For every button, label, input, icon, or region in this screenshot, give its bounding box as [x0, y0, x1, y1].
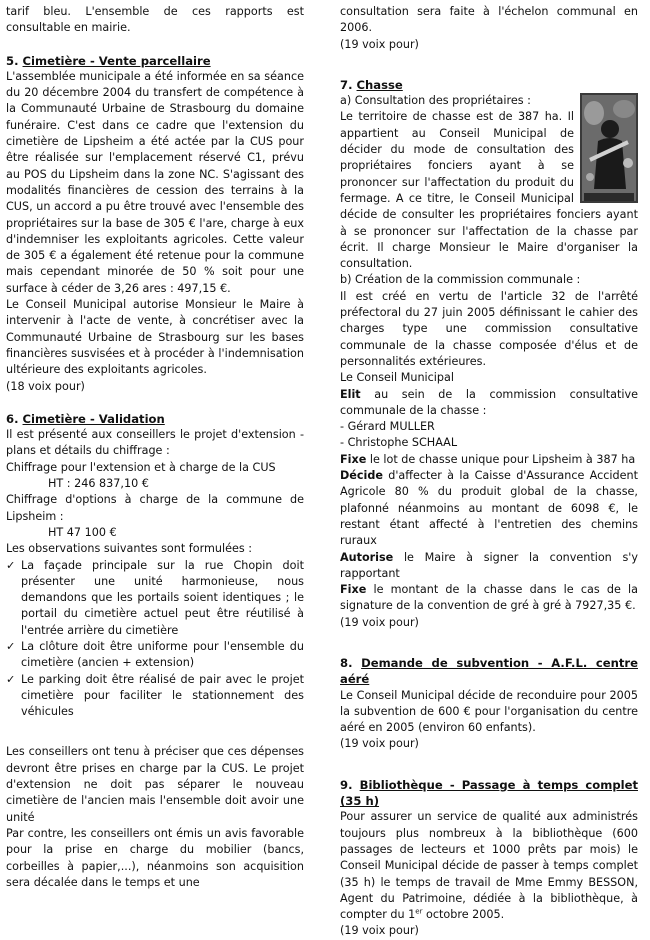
member-name: - Christophe SCHAAL [340, 436, 458, 450]
paragraph: Par contre, les conseillers ont émis un avis favorable pour la prise en charge du mobilier (bancs, corbeilles à papier,...), néanmoins son acquisition sera décalée dans le temps et une [6, 826, 304, 889]
subsection-b: b) Création de la commission communale : [340, 273, 581, 287]
section-6-heading [6, 411, 304, 427]
left-column [6, 4, 304, 891]
observations-list [6, 558, 304, 721]
section-number: 8. [340, 655, 353, 670]
vote-count: (19 voix pour) [340, 615, 419, 629]
paragraph: Le Conseil Municipal autorise Monsieur le Maire à intervenir à l'acte de vente, à concrétiser avec la Communauté Urbaine de Strasbourg sur les bases financières susvisées et à procéder à l'indemnisation ultérieure des exploitants agricoles. [6, 298, 304, 377]
section-6-title: Cimetière - Validation [22, 411, 165, 426]
subsection-a: a) Consultation des propriétaires : [340, 94, 531, 108]
list-item: ✓ Le parking doit être réalisé de pair avec le projet cimetière pour faciliter le stationnement des véhicules [6, 672, 304, 719]
member-name: - Gérard MULLER [340, 420, 435, 434]
keyword: Fixe [340, 452, 367, 466]
section-7-heading [340, 77, 638, 93]
hunting-photo [580, 93, 638, 203]
section-9-heading [340, 777, 638, 810]
section-number: 6. [6, 411, 19, 426]
paragraph: Il est créé en vertu de l'article 32 de l'arrêté préfectoral du 27 juin 2005 définissant le cahier des charges type une commission consultative communale de la chasse composée d'élus et de personnalités extérieures. [340, 289, 638, 368]
section-number: 5. [6, 53, 19, 68]
vote-count: (18 voix pour) [6, 379, 85, 393]
section-8-title: Demande de subvention - A.F.L. centre aéré [340, 655, 638, 687]
list-item: ✓ La clôture doit être uniforme pour l'ensemble du cimetière (ancien + extension) [6, 639, 304, 670]
vote-count: (19 voix pour) [340, 37, 419, 51]
paragraph: L'assemblée municipale a été informée en sa séance du 20 décembre 2004 du transfert de compétence à la Communauté Urbaine de Strasbourg du domaine funéraire. C'est dans ce cadre que l'extension du cimetière de Lipsheim a été actée par la CUS pour être réalisée sur l'emplacement réservé C1, prévu au POS du Lipsheim dans la zone NC. S'agissant des modalités financières de cession des terrains à la CUS, un accord a pu être trouvé avec l'ensemble des propriétaires sur la base de 305 € l'are, charge à eux d'indemniser les exploitants agricoles. Cette valeur de 305 € a également été retenue pour la commune mais cependant minorée de 50 % soit pour une surface à céder de 3,26 ares : 497,15 €. [6, 69, 304, 295]
section-7-title: Chasse [356, 77, 403, 92]
section-5-heading [6, 53, 304, 69]
keyword: Autorise [340, 550, 394, 564]
paragraph: Elit au sein de la commission consultative communale de la chasse : [340, 387, 638, 417]
paragraph: Fixe le montant de la chasse dans le cas de la signature de la convention de gré à gré à 7927,35 €. [340, 583, 638, 613]
checkmark-icon: ✓ [6, 639, 16, 653]
keyword: Fixe [340, 583, 367, 597]
section-5-title: Cimetière - Vente parcellaire [22, 53, 211, 68]
paragraph: Les observations suivantes sont formulées : [6, 542, 253, 556]
paragraph: Autorise le Maire à signer la convention s'y rapportant [340, 550, 638, 580]
checkmark-icon: ✓ [6, 558, 16, 572]
section-9-title: Bibliothèque - Passage à temps complet (35 h) [340, 777, 638, 809]
chasse-block [340, 93, 638, 272]
paragraph: Le Conseil Municipal décide de reconduire pour 2005 la subvention de 600 € pour l'organisation du centre aéré en 2005 (environ 60 enfants). [340, 688, 638, 735]
continued-text: consultation sera faite à l'échelon communal en 2006. [340, 5, 638, 35]
superscript: er [415, 907, 423, 916]
paragraph: Fixe le lot de chasse unique pour Lipsheim à 387 ha [340, 452, 636, 466]
paragraph: Pour assurer un service de qualité aux administrés toujours plus nombreux à la bibliothèque (600 passages de lecteurs et 1000 prêts par mois) le Conseil Municipal décide de passer à temps complet (35 h) le temps de travail de Mme Emmy BESSON, Agent du Patrimoine, dédiée à la bibliothèque, à compter du 1er octobre 2005. [340, 810, 638, 922]
paragraph: Le territoire de chasse est de 387 ha. Il appartient au Conseil Municipal de décider du mode de consultation des propriétaires fonciers ayant à se prononcer sur l'affectation du produit du fermage. A ce titre, le Conseil Municipal décide de consulter les propriétaires fonciers ayant à se prononcer sur l'affectation de la chasse par écrit. Il charge Monsieur le Maire d'organiser la consultation. [340, 110, 638, 271]
council-label: Le Conseil Municipal [340, 371, 454, 385]
amount-ht: HT : 246 837,10 € [48, 477, 149, 491]
vote-count: (19 voix pour) [340, 737, 419, 751]
section-number: 9. [340, 777, 353, 792]
amount-ht: HT 47 100 € [48, 525, 117, 539]
checkmark-icon: ✓ [6, 672, 16, 686]
hunter-illustration-icon [580, 93, 638, 203]
vote-count: (19 voix pour) [340, 924, 419, 938]
paragraph: Il est présenté aux conseillers le projet d'extension - plans et détails du chiffrage : [6, 428, 304, 458]
section-8-heading [340, 655, 638, 688]
paragraph: Chiffrage pour l'extension et à charge de la CUS [6, 460, 276, 474]
right-column [340, 4, 638, 940]
paragraph: Les conseillers ont tenu à préciser que ces dépenses devront être prises en charge par la CUS. Le projet d'extension ne doit pas séparer le nouveau cimetière de l'ancien mais l'ensemble doit avoir une unité [6, 745, 304, 824]
intro-text: tarif bleu. L'ensemble de ces rapports est consultable en mairie. [6, 5, 304, 35]
paragraph: Chiffrage d'options à charge de la commune de Lipsheim : [6, 493, 304, 523]
keyword: Décide [340, 469, 383, 483]
list-item: ✓ La façade principale sur la rue Chopin doit présenter une unité harmonieuse, nous demandons que les portails soient identiques ; le portail du cimetière actuel peut être réutilisé à l'entrée arrière du cimetière [6, 558, 304, 637]
paragraph: Décide d'affecter à la Caisse d'Assurance Accident Agricole 80 % du produit global de la chasse, plafonné néanmoins au montant de 6098 €, le restant étant affecté à l'entretien des chemins ruraux [340, 469, 638, 548]
keyword: Elit [340, 387, 361, 401]
section-number: 7. [340, 77, 353, 92]
